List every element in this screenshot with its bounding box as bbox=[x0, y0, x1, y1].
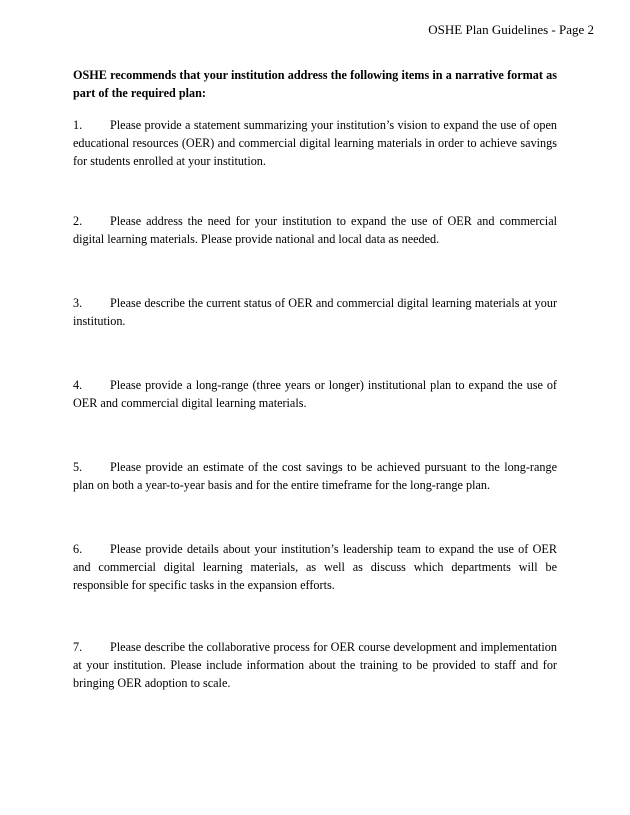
list-item-1 bbox=[73, 116, 557, 170]
list-item-7 bbox=[73, 638, 557, 692]
list-item-2 bbox=[73, 212, 557, 248]
item-number: 3. bbox=[73, 296, 83, 310]
list-item-6 bbox=[73, 540, 557, 594]
item-text: Please address the need for your institution to expand the use of OER and commercial digital learning materials. Please provide national and local data as needed. bbox=[73, 214, 557, 246]
item-number: 6. bbox=[73, 542, 83, 556]
item-number: 4. bbox=[73, 378, 83, 392]
item-number: 7. bbox=[73, 640, 83, 654]
item-number: 2. bbox=[73, 214, 83, 228]
list-item-5 bbox=[73, 458, 557, 494]
item-text: Please provide an estimate of the cost savings to be achieved pursuant to the long-range plan on both a year-to-year basis and for the entire timeframe for the long-range plan. bbox=[73, 460, 557, 492]
item-text: Please provide a statement summarizing your institution’s vision to expand the use of open educational resources (OER) and commercial digital learning materials in order to achieve savings for students enrolled at your institution. bbox=[73, 118, 557, 168]
item-number: 5. bbox=[73, 460, 83, 474]
intro-paragraph: OSHE recommends that your institution address the following items in a narrative format as part of the required plan: bbox=[73, 68, 557, 100]
item-text: Please provide details about your institution’s leadership team to expand the use of OER and commercial digital learning materials, as well as discuss which departments will be responsible for specific tasks in the expansion efforts. bbox=[73, 542, 557, 592]
item-number: 1. bbox=[73, 118, 83, 132]
item-text: Please describe the collaborative process for OER course development and implementation at your institution. Please include information about the training to be provided to staff and for bringing OER adoption to scale. bbox=[73, 640, 557, 690]
list-item-3 bbox=[73, 294, 557, 330]
list-item-4 bbox=[73, 376, 557, 412]
item-text: Please provide a long-range (three years or longer) institutional plan to expand the use of OER and commercial digital learning materials. bbox=[73, 378, 557, 410]
item-text: Please describe the current status of OER and commercial digital learning materials at your institution. bbox=[73, 296, 557, 328]
running-header: OSHE Plan Guidelines - Page 2 bbox=[428, 22, 594, 37]
